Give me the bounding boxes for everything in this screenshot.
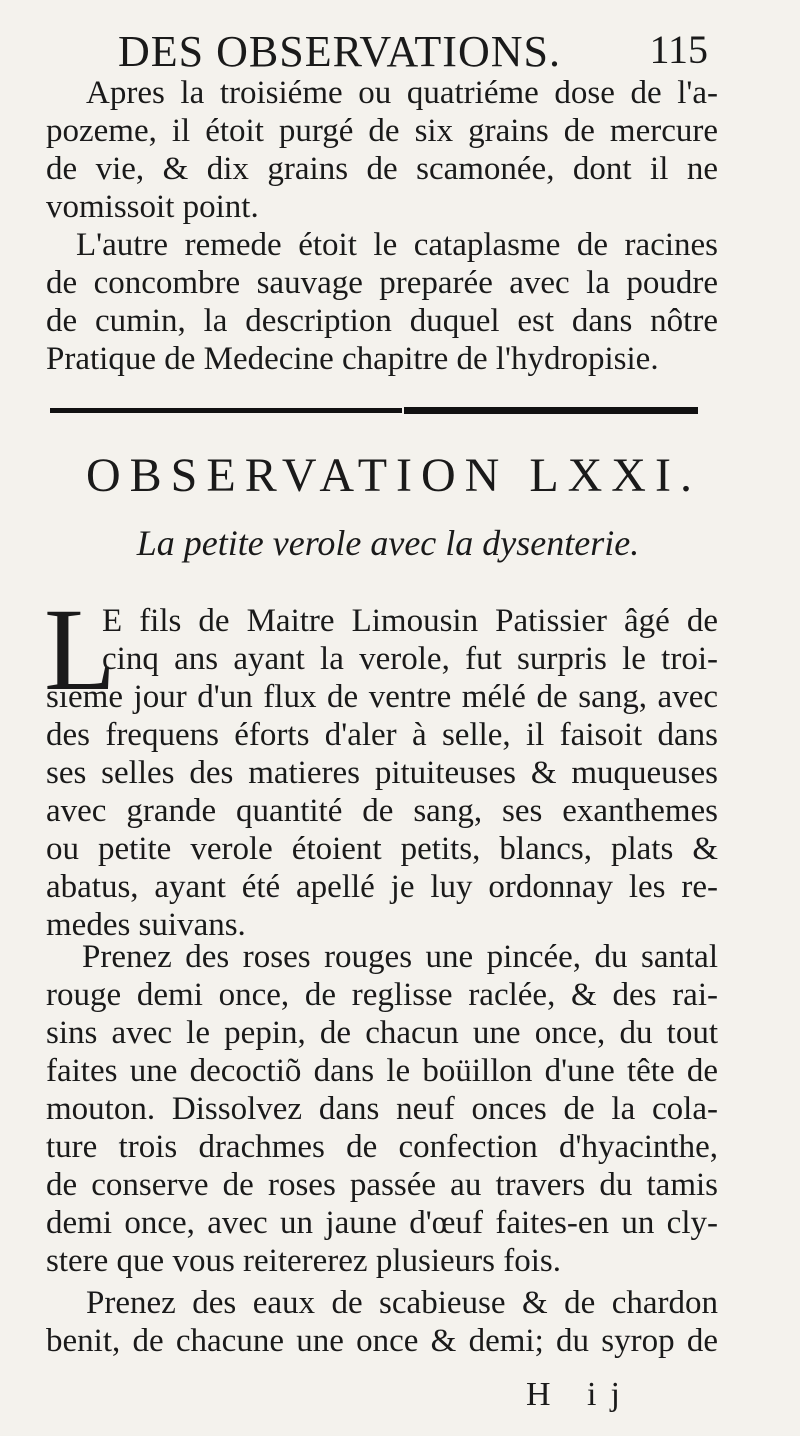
text-line: Pratique de Medecine chapitre de l'hydropisie.: [46, 341, 659, 377]
page-number: 115: [649, 27, 708, 72]
running-title: DES OBSERVATIONS.: [118, 27, 561, 76]
text-line: ture trois drachmes de confection d'hyacinthe,: [46, 1129, 718, 1165]
text-line: de cumin, la description duquel est dans nôtre: [46, 303, 718, 339]
text-line: medes suivans.: [46, 907, 246, 943]
text-line: rouge demi once, de reglisse raclée, & des rai-: [46, 977, 718, 1013]
paragraph-4: [46, 938, 718, 1280]
signature-mark: H ij: [526, 1376, 634, 1413]
text-line: Prenez des roses rouges une pincée, du santal: [82, 939, 718, 975]
paragraph-3: [44, 584, 718, 944]
text-line: des frequens éforts d'aler à selle, il faisoit dans: [46, 717, 718, 753]
text-line: Apres la troisiéme ou quatriéme dose de l'a-: [86, 75, 718, 111]
text-line: mouton. Dissolvez dans neuf onces de la cola-: [46, 1091, 718, 1127]
paragraph-5: [46, 1284, 718, 1360]
text-line: faites une decoctiõ dans le boüillon d'une tête de: [46, 1053, 718, 1089]
paragraph-1: [46, 74, 718, 226]
text-line: de vie, & dix grains de scamonée, dont il ne: [46, 151, 718, 187]
text-line: de conserve de roses passée au travers du tamis: [46, 1167, 718, 1203]
text-line: benit, de chacune une once & demi; du syrop de: [46, 1323, 718, 1359]
paragraph-2: [46, 226, 718, 378]
section-divider-left: [50, 408, 402, 413]
text-line: pozeme, il étoit purgé de six grains de mercure: [46, 113, 718, 149]
text-line: vomissoit point.: [46, 189, 259, 225]
observation-subtitle: La petite verole avec la dysenterie.: [136, 523, 640, 563]
drop-cap: L: [44, 584, 117, 715]
page-header: [118, 20, 718, 80]
text-line: de concombre sauvage preparée avec la poudre: [46, 265, 718, 301]
text-line: ses selles des matieres pituiteuses & muqueuses: [46, 755, 718, 791]
text-line: L'autre remede étoit le cataplasme de racines: [76, 227, 718, 263]
text-line: Prenez des eaux de scabieuse & de chardon: [86, 1285, 718, 1321]
text-line: demi once, avec un jaune d'œuf faites-en un cly-: [46, 1205, 718, 1241]
text-line: avec grande quantité de sang, ses exanthemes: [46, 793, 718, 829]
text-line: stere que vous reitererez plusieurs fois.: [46, 1243, 561, 1279]
text-line: ou petite verole étoient petits, blancs, plats &: [46, 831, 718, 867]
text-line: sins avec le pepin, de chacun une once, du tout: [46, 1015, 718, 1051]
text-line: E fils de Maitre Limousin Patissier âgé de: [102, 603, 718, 639]
section-divider-right: [404, 407, 698, 414]
observation-title: OBSERVATION LXXI.: [86, 449, 701, 502]
text-line: siéme jour d'un flux de ventre mélé de sang, avec: [46, 679, 718, 715]
text-line: abatus, ayant été apellé je luy ordonnay les re-: [46, 869, 718, 905]
text-line: cinq ans ayant la verole, fut surpris le troi-: [102, 641, 718, 677]
